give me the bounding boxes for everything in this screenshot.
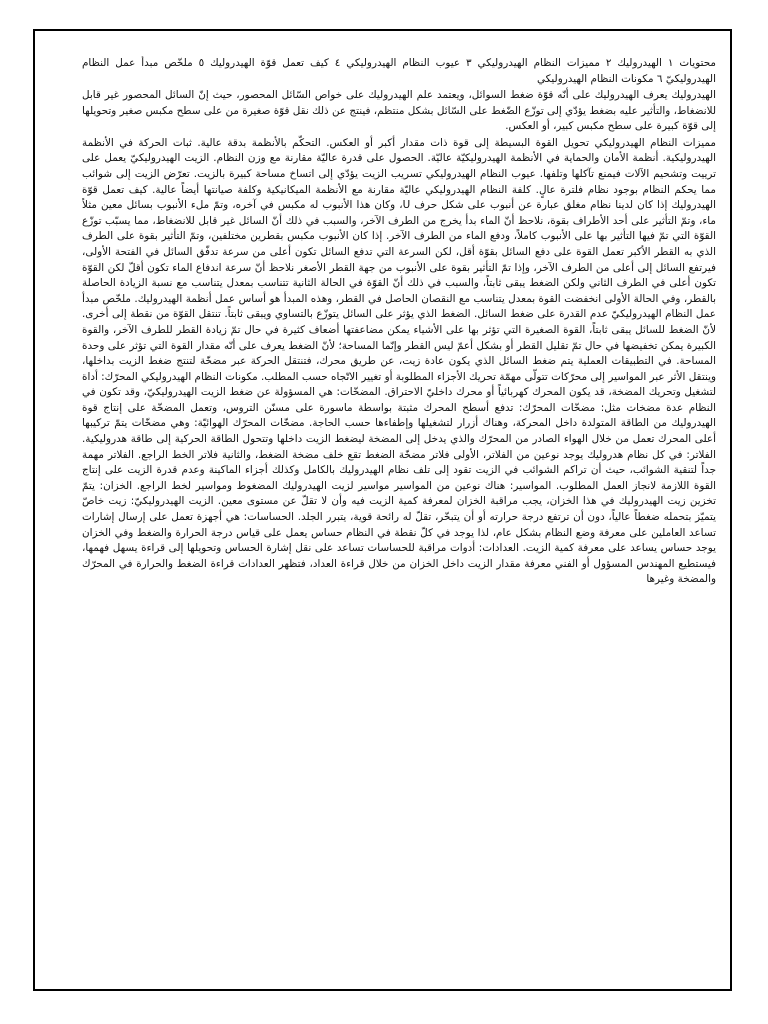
paragraph-main: مميزات النظام الهيدروليكي تحويل القوة البسيطة إلى قوة ذات مقدار أكبر أو العكس. التحكّم بالأنظمة بدقة عالية. ثبات الحركة في الأنظمة الهيدروليكية. أنظمة الأمان والحماية في الأنظمة الهيدروليكيّة عاليّة. الحصول على قدرة عاليّة مقارنة مع وزن النظام. الزيت الهيدروليكيّ يعمل على ترييت وتشحيم الآلات فيمنع تآكلها وتلفها. عيوب النظام الهيدروليكي تسريب الزيت يؤدّي إلى اتساخ مساحة كبيرة بالزيت. تعرّض الزيت إلى شوائب مما يحكم النظام بوجود نظام فلترة عالٍ. كلفة النظام الهيدروليكي عاليّة مقارنة مع الأنظمة الميكانيكية وكلفة صيانتها أيضاً عالية. كيف تعمل قوّة الهيدروليك إذا كان لدينا نظام مغلق عبارة عن أنبوب على شكل حرف U، وكان هذا الأنبوب له مكبس في آخره، وتمّ ملء الأنبوب بسائل معين مثلاً ماء، وتمّ التأثير على أحد الأطراف بقوة، نلاحظ أنّ الماء بدأ يخرج من الطرف الآخر، والسبب في ذلك أنّ السائل غير قابل للانضغاط، مما يسبّب توزّع القوّة التي تمّ فيها التأثير بها على الأنبوب كاملاً، ودفع الماء من الطرف الآخر. إذا كان الأنبوب مكبس بقطرين مختلفين، وتمّ التأثير بقوة على الطرف الذي به القطر الأكبر تعمل القوة على دفع السائل بقوّة أقل، لكن السرعة التي تدفع السائل تكون أعلى من سرعة تدفّق السائل في الفتحة الأولى، فيرتفع السائل إلى أعلى من الطرف الآخر، وإذا تمّ التأثير بقوة على الأنبوب من جهة القطر الأصغر نلاحظ أنّ سرعة اندفاع الماء تكون أقلّ لكن القوّة تكون أعلى في الطرف الثاني ولكن الضغط يبقى ثابتاً، والسبب في ذلك أنّ القوّة في الحالة الثانية تتناسب بمعدل يتناسب مع نسبة الزيادة الحاصلة بالقطر، وفي الحالة الأولى انخفضت القوة بمعدل يتناسب مع النقصان الحاصل في القطر، وهذه المبدأ هو أساس عمل أنظمة الهيدروليك. ملخّص مبدأ عمل النظام الهيدروليكيّ عدم القدرة على ضغط السائل. الضغط الذي يؤثر على السائل يتوزّع بالتساوي ويبقى ثابتاً. تنتقل القوّة من نقطة إلى أخرى. لأنّ الضغط للسائل يبقى ثابتاً، القوة الصغيرة التي تؤثر بها على الأشياء يمكن مضاعفتها أضعاف كثيرة في حال تمّ زيادة القطر للطرف الآخر، والقوة الكبيرة يمكن تخفيضها في حال تمّ تقليل القطر أو بشكل أعمّ ليس القطر وإنّما المساحة؛ لأنّ الضغط يعرف على أنّه مقدار القوة التي تؤثر على وحدة المساحة. في التطبيقات العملية يتم ضغط السائل الذي يكون عادة زيت، عن طريق محرك، فتنتقل الحركة عبر مضخّة لتنتج ضغط الزيت بداخلها، وينتقل الأثر عبر المواسير إلى محرّكات تتولّى مهمّة تحريك الأجزاء المطلوبة أو تغيير الاتّجاه حسب المطلب. مكونات النظام الهيدروليكي المحرّك: أداة لتشغيل وتحريك المضخة، قد يكون المحرك كهربائياً أو محرك داخليّ الاحتراق. المضخّات: هي المسؤولة عن ضغط الزيت الهيدروليكيّ، وقد تكون في النظام عدة مضخات مثل: مضخّات المحرّك: تدفع أسطح المحرك مثبتة بواسطة ماسورة على مسنّن التروس، وتعمل المضخّة على إنتاج قوة الهيدروليك من الطاقة المتولدة داخل المحركة، وهناك أزرار لتشغيلها وإطفاءها حسب الحاجة. مضخّات المحرّك الهوائيّة: وهي مضخّات يتمّ تركيبها أعلى المحرك تعمل من خلال الهواء الصادر من المحرّك والذي يدخل إلى المضخة ليضغط الزيت داخلها وتتحول الطاقة الحركية إلى طاقة هدروليكية. الفلاتر: في كل نظام هدروليك يوجد نوعين من الفلاتر، الأولى فلاتر مضخّة الضغط تقع خلف مضخة الضغط، والثانية فلاتر الخط الراجع. الفلاتر مهمة جداً لتنقية الشوائب، حيث أن تراكم الشوائب في الزيت تقود إلى تلف نظام الهيدروليك بالكامل وكذلك أجزاء الماكينة وعدم قدرة الزيت على إنتاج القوة اللازمة لانجاز العمل المطلوب. المواسير: هناك نوعين من المواسير مواسير لزيت الهيدروليك المضغوط ومواسير لخط الراجع. الخزان: يتمّ تخزين زيت الهيدروليك في هذا الخزان، يجب مراقبة الخزان لمعرفة كمية الزيت فيه وأن لا تقلّ عن مستوى معين. الزيت الهيدروليكيّ: زيت خاصّ يتميّز بتحمله ضغطاً عالياً، دون أن ترتفع درجة حرارته أو أن يتبخّر، تقلّ له رائحة قوية، يتبرر الجلد. الحساسات: هي أجهزة تعمل على إرسال إشارات تساعد العاملين على معرفة وضع النظام بشكل عام، لذا يوجد في كلّ نقطة في النظام حساس يعمل على قياس درجة الحرارة والضغط وفي الخزان يوجد حساس يساعد على معرفة كمية الزيت. العدادات: أدوات مراقبة للحساسات تساعد على نقل إشارة الحساس وتحويلها إلى قراءة يسهل فهمها، فيستطيع المهندس المسؤول أو الفني معرفة مقدار الزيت داخل الخزان من خلال قراءة العداد، فتظهر العدادات قراءة الضغط والحرارة في المحرّك والمضخة وغيرها xyxy=(82,136,716,586)
paragraph-intro: الهيدروليك يعرف الهيدروليك على أنّه قوّة ضغط السوائل، ويعتمد علم الهيدروليك على خواص السّائل المحصور، حيث إنّ السائل المحصور غير قابل للانضغاط، والتأثير عليه بضغط يؤدّي إلى توزّع الضّغط على السّائل بشكل منتظم، فينتج عن ذلك نقل قوّة صغيرة من على سطح مكبس صغير وتحويلها إلى قوّة كبيرة على سطح مكبس كبير، أو العكس. xyxy=(82,89,716,133)
table-of-contents: محتويات ١ الهيدروليك ٢ مميزات النظام الهيدروليكي ٣ عيوب النظام الهيدروليكي ٤ كيف تعمل قوّة الهيدروليك ٥ ملخّص مبدأ عمل النظام الهيدروليكيّ ٦ مكونات النظام الهيدروليكي xyxy=(82,57,716,85)
document-body xyxy=(82,56,716,588)
